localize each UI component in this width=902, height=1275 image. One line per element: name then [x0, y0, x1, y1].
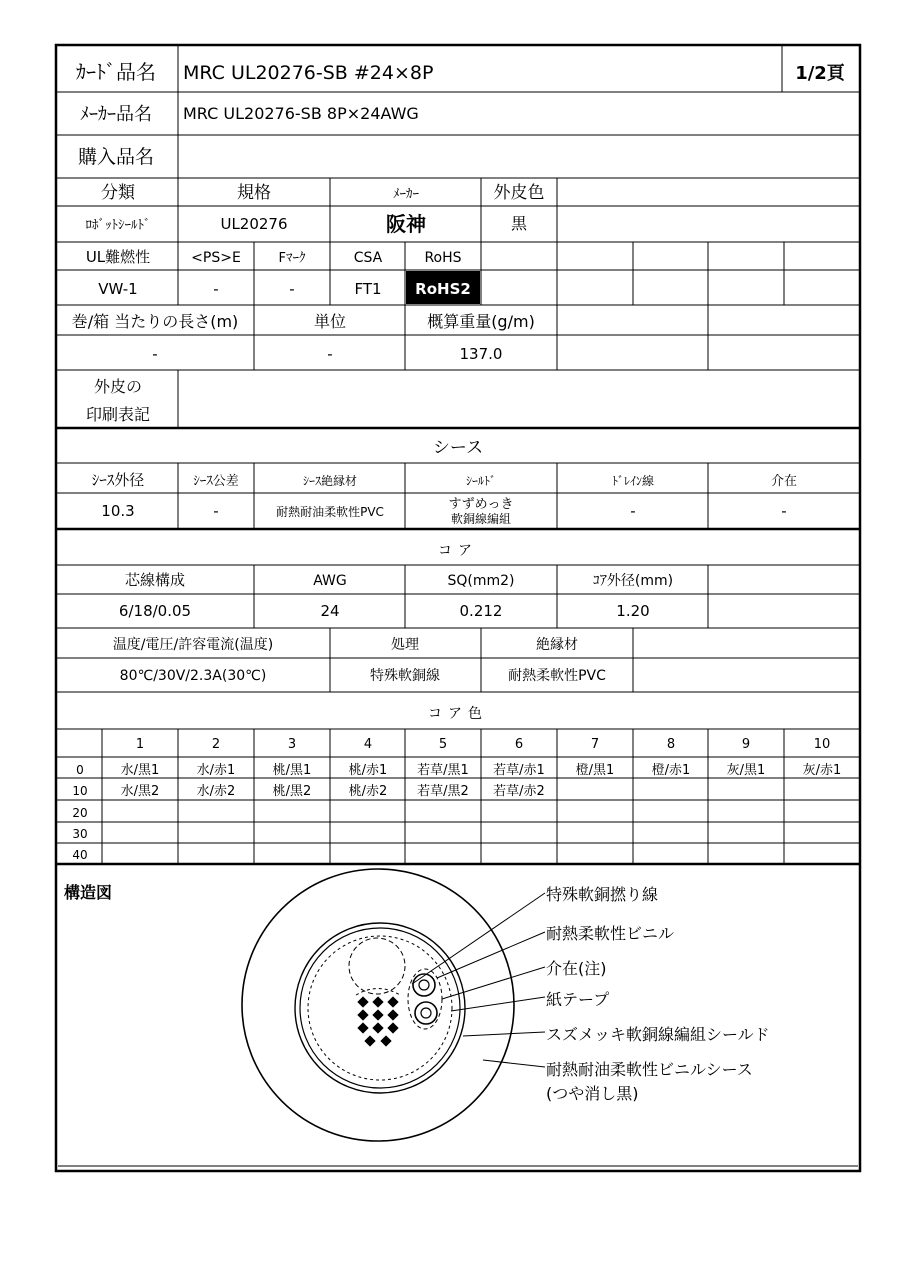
core-header-od: ｺｱ外径(mm) [592, 573, 674, 589]
sheath-header-insulation: ｼｰｽ絶縁材 [302, 474, 358, 488]
rohs-badge: RoHS2 [415, 280, 471, 298]
unit-value: - [327, 345, 333, 363]
sheath-header-drain: ﾄﾞﾚｲﾝ線 [611, 474, 655, 488]
core-color-col-header: 2 [211, 737, 221, 752]
core-title: コア [438, 543, 478, 559]
core-color-col-header: 6 [514, 737, 524, 752]
core-color-col-header: 7 [590, 737, 600, 752]
std-header-pse: <PS>E [191, 250, 241, 266]
class-value-spec: UL20276 [220, 215, 288, 233]
sheath-header-shield: ｼｰﾙﾄﾞ [465, 474, 497, 488]
core-color-cell: 灰/黒1 [726, 763, 766, 778]
label-sheath: 耐熱耐油柔軟性ビニルシース [546, 1060, 753, 1079]
core-header-temp: 温度/電圧/許容電流(温度) [112, 637, 274, 653]
std-value-fmark: - [289, 280, 295, 298]
core-color-col-header: 4 [363, 737, 373, 752]
strand-dot [387, 1022, 398, 1033]
pair-conductor-bottom-outer [415, 1002, 437, 1024]
label-sheath-finish: (つや消し黒) [546, 1084, 639, 1103]
strand-dot [372, 996, 383, 1007]
core-color-row-label: 30 [72, 827, 88, 841]
leader-line-1 [412, 893, 545, 984]
pair-conductor-top-outer [413, 974, 435, 996]
core-header-sq: SQ(mm2) [447, 573, 515, 589]
core-value-treatment: 特殊軟銅線 [370, 668, 440, 684]
class-header-category: 分類 [101, 183, 135, 203]
strand-dot [357, 1009, 368, 1020]
core-header-treatment: 処理 [391, 637, 419, 653]
core-color-row-label: 40 [72, 848, 88, 862]
pair-conductor-top-inner [419, 980, 429, 990]
maker-name-label: ﾒｰｶｰ品名 [80, 104, 152, 125]
core-header-insulation: 絶縁材 [536, 637, 578, 653]
filler-dashed-circle [349, 938, 405, 994]
pair-twist-dashed [408, 969, 442, 1029]
core-value-insulation: 耐熱柔軟性PVC [508, 668, 606, 684]
core-color-row-label: 0 [76, 763, 84, 777]
core-value-awg: 24 [320, 602, 340, 620]
length-value: - [152, 345, 158, 363]
strand-dot [387, 996, 398, 1007]
leader-line-5 [463, 1032, 545, 1036]
core-color-cell: 水/黒2 [120, 784, 160, 799]
core-color-cell: 若草/赤1 [493, 763, 545, 778]
core-color-cell: 水/黒1 [120, 763, 160, 778]
core-color-cell: 橙/赤1 [651, 763, 691, 778]
core-header-awg: AWG [313, 573, 347, 589]
shield-circle-outer [295, 923, 465, 1093]
class-value-category: ﾛﾎﾞｯﾄｼｰﾙﾄﾞ [85, 218, 151, 233]
core-color-row-label: 20 [72, 806, 88, 820]
std-header-csa: CSA [353, 250, 383, 266]
class-value-sheath-color: 黒 [510, 214, 528, 233]
core-color-cell: 水/赤2 [196, 784, 236, 799]
sheath-value-shield-line1: すずめっき [448, 497, 514, 512]
core-color-col-header: 8 [666, 737, 676, 752]
card-name-label: ｶｰﾄﾞ品名 [76, 60, 156, 84]
core-color-col-header: 5 [438, 737, 448, 752]
core-header-strand: 芯線構成 [124, 571, 186, 589]
core-color-col-header: 3 [287, 737, 297, 752]
core-value-temp: 80℃/30V/2.3A(30℃) [119, 668, 267, 684]
sheath-value-shield-line2: 軟銅線編組 [450, 512, 512, 526]
core-color-col-header: 9 [741, 737, 751, 752]
std-value-ul: VW-1 [98, 280, 138, 298]
strand-dot [364, 1035, 375, 1046]
strand-dot [357, 996, 368, 1007]
print-label-line1: 外皮の [93, 377, 143, 396]
strand-dot [372, 1009, 383, 1020]
strand-dot [372, 1022, 383, 1033]
std-value-csa: FT1 [354, 280, 382, 298]
strand-dot [380, 1035, 391, 1046]
core-color-cell: 桃/赤2 [348, 784, 388, 799]
sheath-value-insulation: 耐熱耐油柔軟性PVC [276, 505, 384, 519]
leader-line-2 [437, 932, 545, 978]
core-color-cell: 若草/黒1 [417, 763, 469, 778]
core-color-cell: 若草/赤2 [493, 784, 545, 799]
sheath-value-drain: - [630, 502, 636, 520]
std-header-rohs: RoHS [424, 250, 462, 266]
std-header-ul: UL難燃性 [85, 248, 151, 266]
class-header-sheath-color: 外皮色 [493, 183, 545, 203]
class-header-spec: 規格 [237, 183, 271, 203]
sheath-header-tolerance: ｼｰｽ公差 [193, 474, 239, 489]
sheath-value-tolerance: - [213, 502, 219, 520]
core-color-cell: 桃/黒2 [272, 784, 312, 799]
unit-header: 単位 [313, 312, 347, 331]
strand-dots-group [356, 989, 400, 1047]
weight-header: 概算重量(g/m) [427, 312, 535, 331]
structure-title: 構造図 [64, 883, 113, 902]
core-color-title: コア色 [428, 706, 488, 722]
class-value-maker: 阪神 [386, 212, 426, 236]
core-color-col-header: 10 [813, 737, 831, 752]
sheath-value-od: 10.3 [101, 502, 135, 520]
strand-dot [357, 1022, 368, 1033]
core-value-sq: 0.212 [459, 602, 503, 620]
core-color-row-label: 10 [72, 784, 88, 798]
cable-cross-section [242, 869, 545, 1141]
card-name-value: MRC UL20276-SB #24×8P [183, 62, 434, 84]
label-strand-wire: 特殊軟銅撚り線 [546, 885, 659, 904]
core-color-cell: 桃/黒1 [272, 763, 312, 778]
std-value-pse: - [213, 280, 219, 298]
page-number: 1/2頁 [795, 63, 845, 84]
label-paper-tape: 紙テープ [546, 990, 610, 1009]
core-color-cell: 桃/赤1 [348, 763, 388, 778]
sheath-header-od: ｼｰｽ外径 [91, 471, 145, 489]
core-color-cell: 橙/黒1 [575, 763, 615, 778]
class-header-maker: ﾒｰｶｰ [393, 187, 419, 202]
purchase-name-label: 購入品名 [77, 146, 155, 168]
core-value-strand: 6/18/0.05 [118, 602, 192, 620]
length-header: 巻/箱 当たりの長さ(m) [71, 312, 239, 331]
std-header-fmark: Fﾏｰｸ [278, 251, 306, 266]
sheath-title: シース [432, 438, 484, 458]
weight-value: 137.0 [459, 345, 503, 363]
leader-line-6 [483, 1060, 545, 1067]
strand-dot [387, 1009, 398, 1020]
maker-name-value: MRC UL20276-SB 8P×24AWG [183, 104, 419, 123]
core-value-od: 1.20 [616, 602, 650, 620]
core-color-cell: 灰/赤1 [802, 763, 842, 778]
core-color-cell: 若草/黒2 [417, 784, 469, 799]
print-label-line2: 印刷表記 [85, 405, 151, 424]
label-insulation: 耐熱柔軟性ビニル [546, 924, 675, 943]
core-color-cell: 水/赤1 [196, 763, 236, 778]
sheath-header-filler: 介在 [770, 474, 798, 489]
paper-tape-circle [308, 936, 452, 1080]
core-color-col-header: 1 [135, 737, 145, 752]
label-shield: スズメッキ軟銅線編組シールド [546, 1025, 770, 1044]
sheath-value-filler: - [781, 502, 787, 520]
pair-conductor-bottom-inner [421, 1008, 431, 1018]
label-filler: 介在(注) [546, 959, 607, 978]
